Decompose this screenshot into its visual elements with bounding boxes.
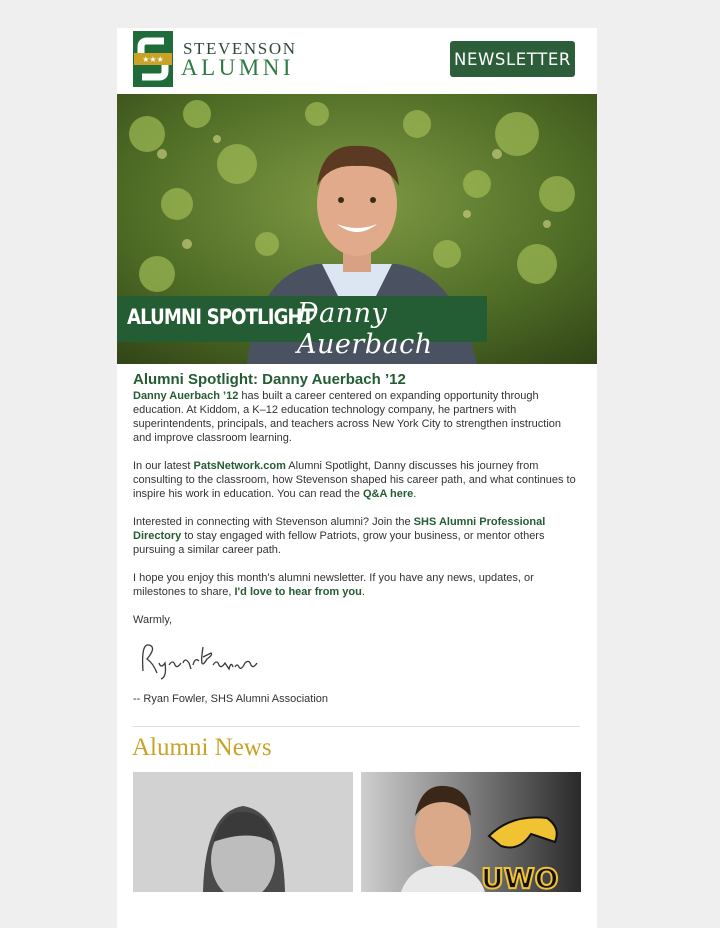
paragraph-2 — [133, 459, 581, 501]
news-photo-2-image — [361, 772, 581, 892]
paragraph-3-pre: Interested in connecting with Stevenson alumni? Join the — [133, 516, 414, 528]
section-divider — [133, 726, 580, 727]
paragraph-3-end: to stay engaged with fellow Patriots, grow your business, or mentor others pursuing a similar career path. — [133, 530, 545, 556]
alumni-news-title: Alumni News — [132, 734, 272, 761]
signoff: -- Ryan Fowler, SHS Alumni Association — [133, 693, 329, 705]
article-title: Alumni Spotlight: Danny Auerbach ’12 — [133, 371, 406, 388]
hero-image — [117, 94, 597, 364]
logo-text-stevenson: STEVENSON — [183, 39, 297, 58]
paragraph-4-end: . — [361, 586, 365, 598]
news-photo-1[interactable] — [133, 772, 353, 892]
logo-text-alumni: ALUMNI — [181, 55, 294, 80]
patsnetwork-link[interactable]: PatsNetwork.com — [193, 460, 286, 472]
spotlight-banner — [117, 296, 487, 360]
paragraph-4 — [133, 571, 581, 599]
news-photo-1-image — [133, 772, 353, 892]
article — [133, 371, 581, 706]
contact-link[interactable]: I'd love to hear from you — [234, 586, 362, 598]
qa-link[interactable]: Q&A here — [362, 488, 414, 500]
paragraph-4-pre: I hope you enjoy this month's alumni newsletter. If you have any news, updates, or milestones to share, — [133, 572, 534, 598]
closing: Warmly, — [133, 614, 173, 626]
banner-title: ALUMNI SPOTLIGHT — [127, 305, 314, 329]
paragraph-2-mid: Alumni Spotlight, Danny discusses his journey from consulting to the classroom, how Stevenson shaped his career path, and what continues to inspire his work in education. You can read the — [133, 460, 576, 500]
stevenson-s-logo[interactable] — [133, 31, 173, 87]
paragraph-1 — [133, 389, 581, 445]
paragraph-2-end: . — [413, 488, 417, 500]
banner-name: Danny Auerbach — [297, 298, 433, 360]
directory-link[interactable]: SHS Alumni Professional Directory — [133, 516, 546, 542]
paragraph-2-pre: In our latest — [133, 460, 194, 472]
svg-text:★★★: ★★★ — [142, 55, 164, 64]
paragraph-1-text: has built a career centered on expanding opportunity through education. At Kiddom, a K–12 education technology company, he partners with superintendents, principals, and teachers across New York City to strengthen instruction and improve classroom learning. — [133, 390, 562, 444]
news-photo-2[interactable] — [361, 772, 581, 892]
signature — [133, 633, 263, 683]
header — [117, 28, 597, 94]
newsletter-card — [117, 28, 597, 928]
name-highlight: Danny Auerbach ’12 — [133, 390, 239, 402]
paragraph-3 — [133, 515, 581, 557]
newsletter-button[interactable]: NEWSLETTER — [450, 41, 575, 77]
uwo-badge: UWO — [481, 862, 559, 892]
